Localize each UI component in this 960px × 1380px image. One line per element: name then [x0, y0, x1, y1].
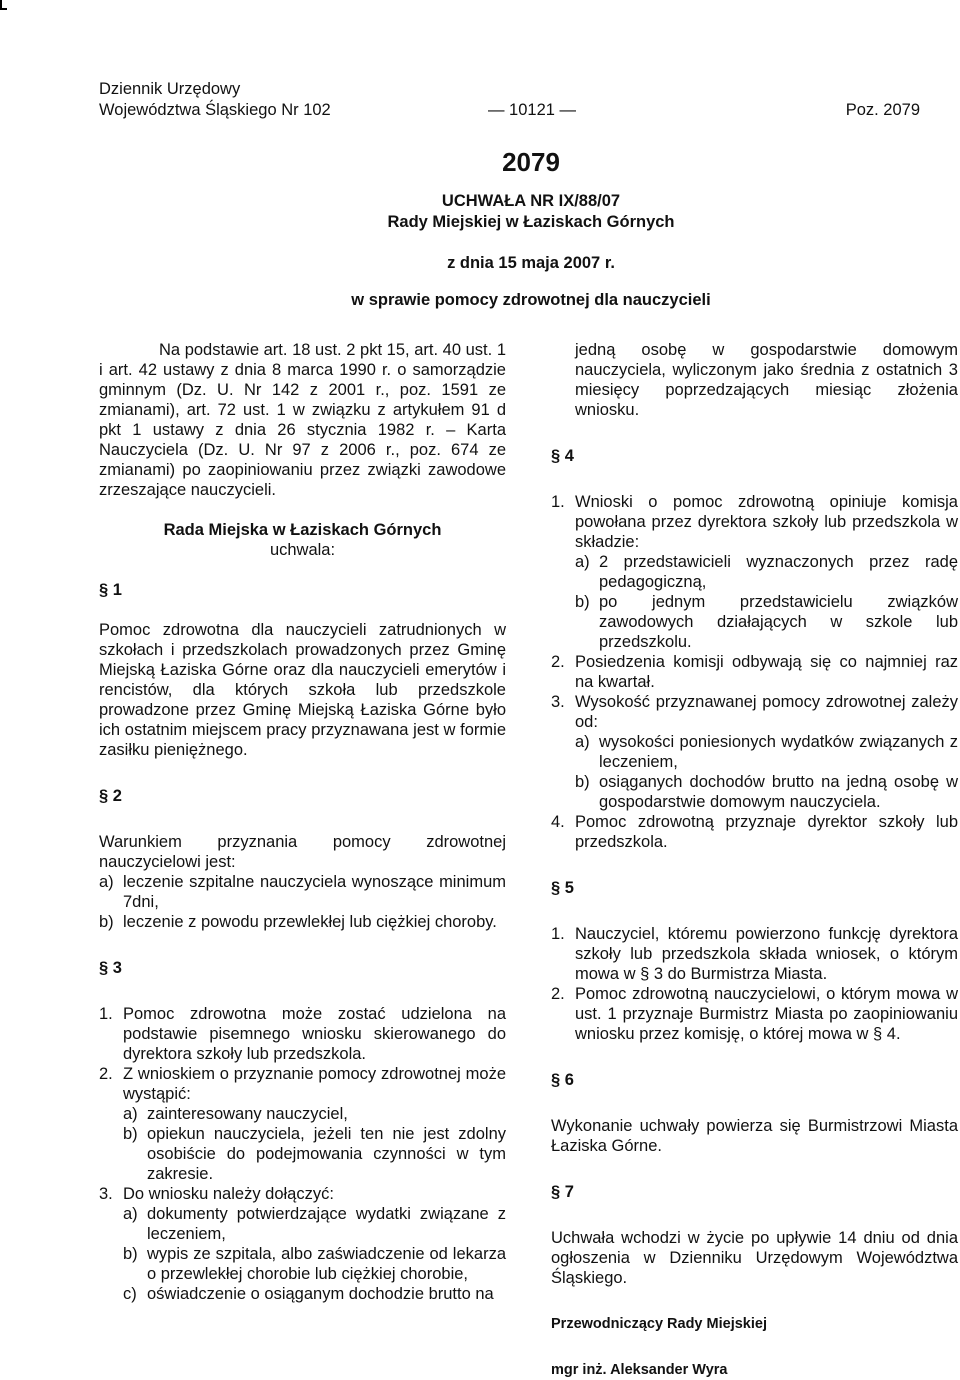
position-number: Poz. 2079 — [845, 101, 920, 119]
resolution-date: z dnia 15 maja 2007 r. — [447, 254, 615, 272]
journal-title-line1: Dziennik Urzędowy — [99, 80, 241, 98]
section-1-heading: § 1 — [99, 581, 122, 599]
list-item: 1. Wnioski o pomoc zdrowotną opiniuje komisja powołana przez dyrektora szkoły lub przedszkola w składzie: — [551, 493, 958, 551]
resolves-label: uchwala: — [269, 541, 336, 559]
document-number: 2079 — [502, 147, 560, 177]
list-item: a) wysokości poniesionych wydatków związanych z leczeniem, — [575, 733, 958, 771]
list-item: b) opiekun nauczyciela, jeżeli ten nie jest zdolny osobiście do podejmowania czynności w tym zakresie. — [123, 1125, 506, 1183]
resolution-title: UCHWAŁA NR IX/88/07 — [441, 192, 621, 210]
list-item: 3. Do wniosku należy dołączyć: — [99, 1185, 334, 1203]
list-item: 1. Nauczyciel, któremu powierzono funkcję dyrektora szkoły lub przedszkola składa wniosek, o którym mowa w § 3 do Burmistrza Miasta. — [551, 925, 958, 983]
list-item: b) osiąganych dochodów brutto na jedną osobę w gospodarstwie domowym nauczyciela. — [575, 773, 958, 811]
section-2-intro: Warunkiem przyznania pomocy zdrowotnej nauczycielowi jest: — [99, 833, 506, 871]
section-7-heading: § 7 — [551, 1183, 574, 1201]
list-item: a) zainteresowany nauczyciel, — [123, 1105, 348, 1123]
list-item: c) oświadczenie o osiąganym dochodzie brutto na — [123, 1285, 494, 1303]
section-2-heading: § 2 — [99, 787, 122, 805]
list-item: b) wypis ze szpitala, albo zaświadczenie od lekarza o przewlekłej chorobie lub ciężkiej chorobie, — [123, 1245, 506, 1283]
section-5-heading: § 5 — [551, 879, 574, 897]
section-7-text: Uchwała wchodzi w życie po upływie 14 dniu od dnia ogłoszenia w Dzienniku Urzędowym Województwa Śląskiego. — [551, 1229, 958, 1287]
journal-header — [99, 79, 331, 121]
section-6-heading: § 6 — [551, 1071, 574, 1089]
left-column — [99, 340, 506, 1304]
crop-mark — [0, 0, 7, 10]
list-item: 1. Pomoc zdrowotna może zostać udzielona na podstawie pisemnego wniosku skierowanego do dyrektora szkoły lub przedszkola. — [99, 1005, 506, 1063]
list-item: b) leczenie z powodu przewlekłej lub ciężkiej choroby. — [99, 913, 497, 931]
preamble: Na podstawie art. 18 ust. 2 pkt 15, art. 40 ust. 1 i art. 42 ustawy z dnia 8 marca 1990 r. o samorządzie gminnym (Dz. U. Nr 142 z 2001 r., poz. 1591 ze zmianami), art. 72 ust. 1 w związku z artykułem 91 d pkt 1 ustawy z dnia 26 stycznia 1982 r. – Karta Nauczyciela (Dz. U. Nr 97 z 2006 r., poz. 674 ze zmianami) po zaopiniowaniu przez związki zawodowe zrzeszające nauczycieli. — [99, 341, 506, 499]
section-6-text: Wykonanie uchwały powierza się Burmistrzowi Miasta Łaziska Górne. — [551, 1117, 958, 1155]
list-item: a) dokumenty potwierdzające wydatki związane z leczeniem, — [123, 1205, 506, 1243]
signature-role: Przewodniczący Rady Miejskiej — [551, 1316, 767, 1332]
right-column — [551, 340, 958, 1380]
list-item: 2. Posiedzenia komisji odbywają się co najmniej raz na kwartał. — [551, 653, 958, 691]
list-item: 3. Wysokość przyznawanej pomocy zdrowotnej zależy od: — [551, 693, 958, 731]
journal-title-line2: Województwa Śląskiego Nr 102 — [99, 101, 331, 119]
section-3-heading: § 3 — [99, 959, 122, 977]
list-item: a) 2 przedstawicieli wyznaczonych przez radę pedagogiczną, — [575, 553, 958, 591]
council-name: Rada Miejska w Łaziskach Górnych — [163, 521, 442, 539]
list-item: a) leczenie szpitalne nauczyciela wynoszące minimum 7dni, — [99, 873, 506, 911]
section-1-text: Pomoc zdrowotna dla nauczycieli zatrudnionych w szkołach i przedszkolach prowadzonych przez Gminę Miejską Łaziska Górne oraz dla nauczycieli emerytów i rencistów, dla których szkoła lub przedszkole prowadzone przez Gminę Miejską Łaziska Górne było ich ostatnim miejscem pracy przyznawana jest w formie zasiłku pieniężnego. — [99, 621, 506, 759]
list-item: 2. Z wnioskiem o przyznanie pomocy zdrowotnej może wystąpić: — [99, 1065, 506, 1103]
list-item: b) po jednym przedstawicielu związków zawodowych działających w szkole lub przedszkolu. — [575, 593, 958, 651]
page-number: — 10121 — — [487, 101, 577, 119]
list-item: 2. Pomoc zdrowotną nauczycielowi, o którym mowa w ust. 1 przyznaje Burmistrz Miasta po zaopiniowaniu wniosku przez komisję, o której mowa w § 4. — [551, 985, 958, 1043]
list-item: 4. Pomoc zdrowotną przyznaje dyrektor szkoły lub przedszkola. — [551, 813, 958, 851]
issuing-body: Rady Miejskiej w Łaziskach Górnych — [387, 213, 675, 231]
section-3-continuation: jedną osobę w gospodarstwie domowym nauczyciela, wyliczonym jako średnia z ostatnich 3 miesięcy poprzedzających miesiąc złożenia wniosku. — [575, 341, 958, 419]
resolution-subject: w sprawie pomocy zdrowotnej dla nauczycieli — [351, 291, 711, 309]
section-4-heading: § 4 — [551, 447, 574, 465]
signature-name: mgr inż. Aleksander Wyra — [551, 1362, 728, 1378]
